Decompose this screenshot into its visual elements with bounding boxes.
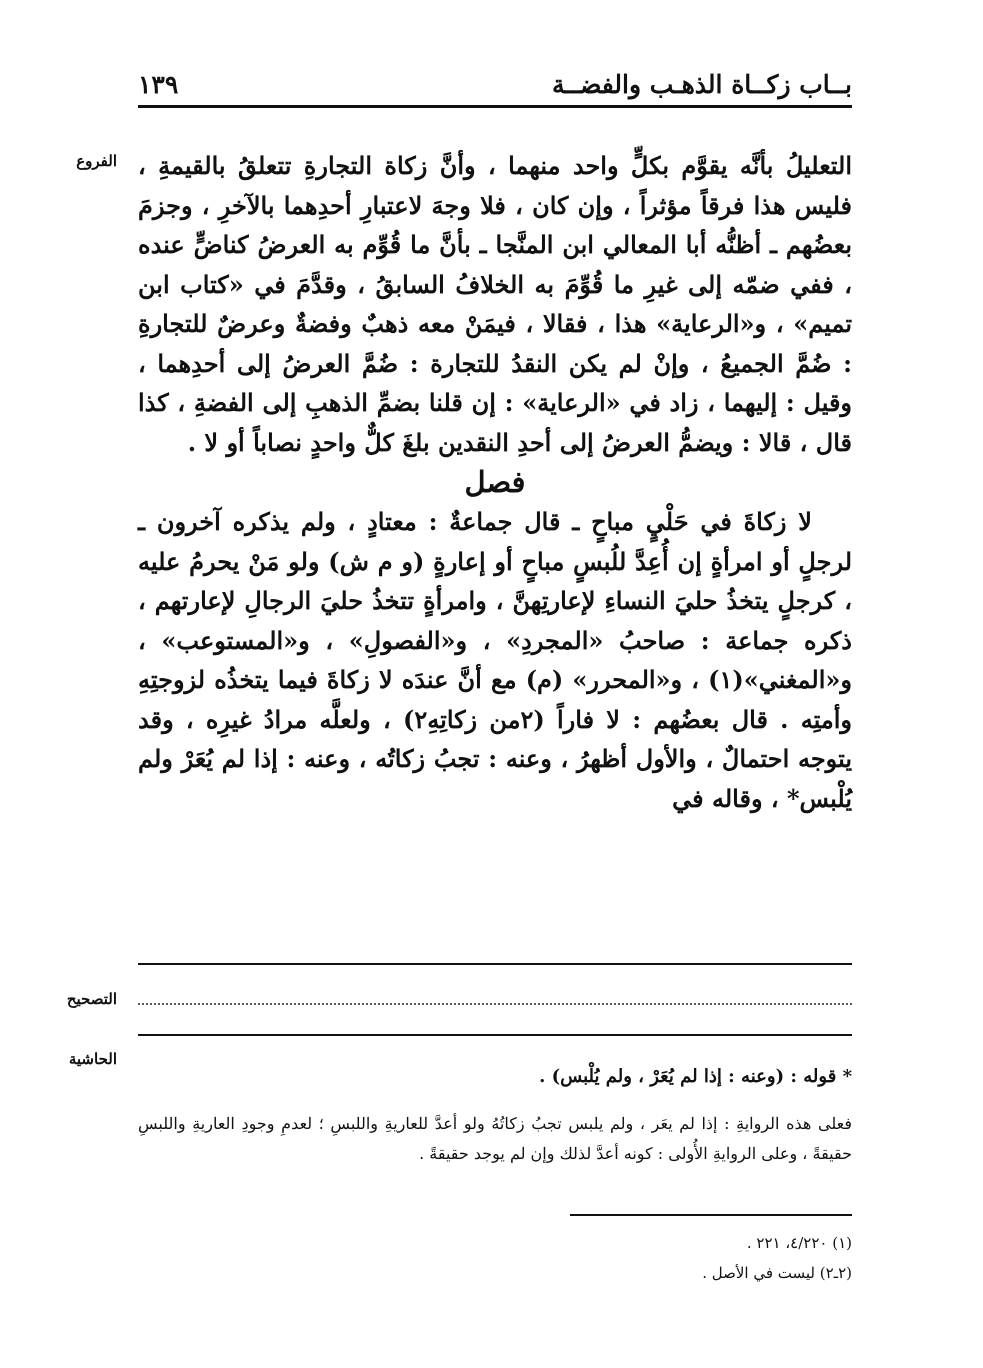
header-rule	[138, 105, 852, 108]
chapter-title: بــاب زكــاة الذهـب والفضــة	[552, 70, 852, 99]
correction-dotted-line	[138, 1003, 852, 1005]
gloss-body	[138, 1109, 852, 1169]
page-number: ١٣٩	[138, 70, 179, 99]
margin-label-hashiya: الحاشية	[68, 1050, 117, 1068]
main-text-rule	[138, 963, 852, 965]
footnote-1: (١) ٤/٢٢٠، ٢٢١ .	[746, 1234, 852, 1252]
gloss-heading: * قوله : (وعنه : إذا لم يُعَرْ ، ولم يُلْبس) .	[539, 1066, 852, 1087]
paragraph-2: لا زكاةَ في حَلْيٍ مباحٍ ـ قال جماعةٌ : معتادٍ ، ولم يذكره آخرون ـ لرجلٍ أو امرأةٍ إن أُعِدَّ للُبسٍ مباحٍ أو إعارةٍ (و م ش) ولو مَنْ يحرمُ عليه ، كرجلٍ يتخذُ حليَ النساءِ لإعارتِهنَّ ، وامرأةٍ تتخذُ حليَ الرجالِ لإعارتهم ، ذكره جماعة : صاحبُ «المجردِ» ، و«الفصولِ» ، و«المستوعب» ، و«المغني»(١) ، و«المحرر» (م) مع أنَّ عندَه لا زكاةَ فيما يتخذُه لزوجتِهِ وأمتِه . قال بعضُهم : لا فاراً (٢من زكاتِهِ٢) ، ولعلَّه مرادُ غيرِه ، وقد يتوجه احتمالٌ ، والأول أظهرُ ، وعنه : تجبُ زكاتُه ، وعنه : إذا لم يُعَرْ ولم يُلْبس* ، وقاله في	[138, 507, 853, 813]
margin-label-furu: الفروع	[76, 152, 117, 170]
paragraph-1: التعليلُ بأنَّه يقوَّم بكلٍّ واحد منهما ، وأنَّ زكاة التجارةِ تتعلقُ بالقيمةِ ، فليس هذا فرقاً مؤثراً ، وإن كان ، فلا وجهَ لاعتبارِ أحدِهما بالآخرِ ، وجزمَ بعضُهم ـ أظنُّه أبا المعالي ابن المنَّجا ـ بأنَّ ما قُوِّم به العرضُ كناضٍّ عنده ، ففي ضمّه إلى غيرِ ما قُوِّمَ به الخلافُ السابقُ ، وقدَّمَ في «كتاب ابن تميم» ، و«الرعاية» هذا ، فقالا ، فيمَنْ معه ذهبٌ وفضةٌ وعرضٌ للتجارةِ : ضُمَّ الجميعُ ، وإنْ لم يكن النقدُ للتجارة : ضُمَّ العرضُ إلى أحدِهما ، وقيل : إليهما ، زاد في «الرعاية» : إن قلنا بضمِّ الذهبِ إلى الفضةِ ، كذا قال ، قالا : ويضمُّ العرضُ إلى أحدِ النقدين بلغَ كلٌّ واحدٍ نصاباً أو لا .	[138, 151, 852, 457]
footnote-rule	[570, 1214, 852, 1216]
running-header	[138, 70, 852, 104]
footnote-2: (٢ـ٢) ليست في الأصل .	[702, 1264, 852, 1282]
margin-label-tashih: التصحيح	[66, 990, 117, 1008]
correction-rule	[138, 1034, 852, 1036]
gloss-text: فعلى هذه الروايةِ : إذا لم يعَر ، ولم يلبس تجبُ زكاتُهُ ولو أعدَّ للعاريةِ واللبسِ ؛ لعدمِ وجودِ العاريةِ واللبسِ حقيقةً ، وعلى الروايةِ الأُولى : كونه أعدَّ لذلك وإن لم يوجد حقيقةً .	[138, 1114, 852, 1163]
footnotes	[138, 1228, 852, 1288]
section-heading: فصل	[464, 465, 526, 499]
main-text-block	[138, 146, 852, 818]
